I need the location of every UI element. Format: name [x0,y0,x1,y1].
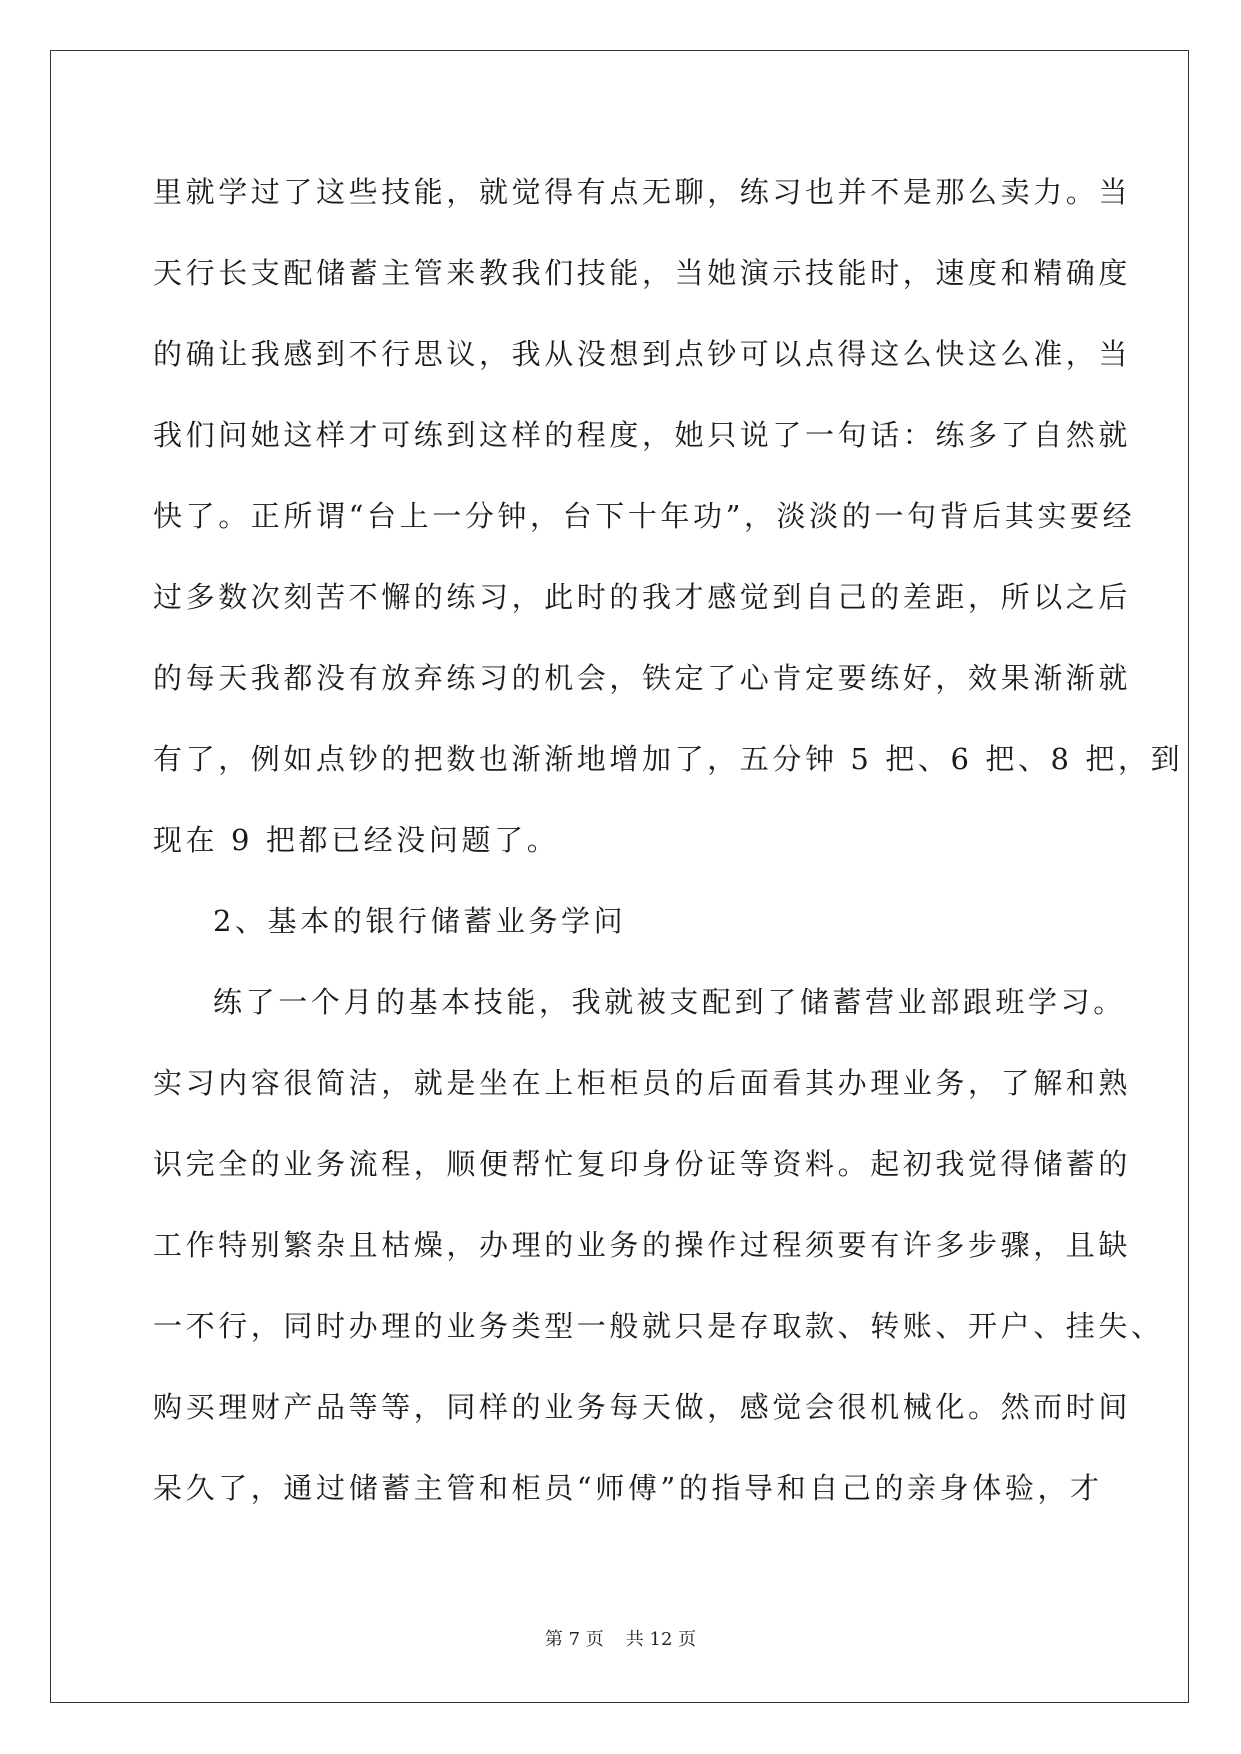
text-line: 我们问她这样才可练到这样的程度，她只说了一句话：练多了自然就 [153,418,1132,452]
text-line: 里就学过了这些技能，就觉得有点无聊，练习也并不是那么卖力。当 [153,175,1132,209]
document-body [153,162,1184,1539]
text-line: 购买理财产品等等，同样的业务每天做，感觉会很机械化。然而时间 [153,1390,1132,1424]
text-line: 呆久了，通过储蓄主管和柜员“师傅”的指导和自己的亲身体验，才 [153,1471,1103,1505]
text-line: 现在 9 把都已经没问题了。 [153,823,560,857]
text-line: 一不行，同时办理的业务类型一般就只是存取款、转账、开户、挂失、 [153,1309,1164,1343]
page-footer [0,1625,1241,1651]
text-line: 过多数次刻苦不懈的练习，此时的我才感觉到自己的差距，所以之后 [153,580,1132,614]
text-line: 识完全的业务流程，顺便帮忙复印身份证等资料。起初我觉得储蓄的 [153,1147,1132,1181]
paragraph-start: 练了一个月的基本技能，我就被支配到了储蓄营业部跟班学习。 [213,985,1126,1019]
page-number: 第 7 页 [544,1629,604,1650]
text-line: 有了，例如点钞的把数也渐渐地增加了，五分钟 5 把、6 把、8 把，到 [153,742,1184,776]
text-line: 实习内容很简洁，就是坐在上柜柜员的后面看其办理业务，了解和熟 [153,1066,1132,1100]
text-line: 天行长支配储蓄主管来教我们技能，当她演示技能时，速度和精确度 [153,256,1132,290]
text-line: 工作特别繁杂且枯燥，办理的业务的操作过程须要有许多步骤，且缺 [153,1228,1132,1262]
page-total: 共 12 页 [625,1629,697,1650]
text-line: 的每天我都没有放弃练习的机会，铁定了心肯定要练好，效果渐渐就 [153,661,1132,695]
text-line: 快了。正所谓“台上一分钟，台下十年功”，淡淡的一句背后其实要经 [153,499,1136,533]
text-line: 的确让我感到不行思议，我从没想到点钞可以点得这么快这么准，当 [153,337,1132,371]
section-heading: 2、基本的银行储蓄业务学问 [213,904,627,938]
